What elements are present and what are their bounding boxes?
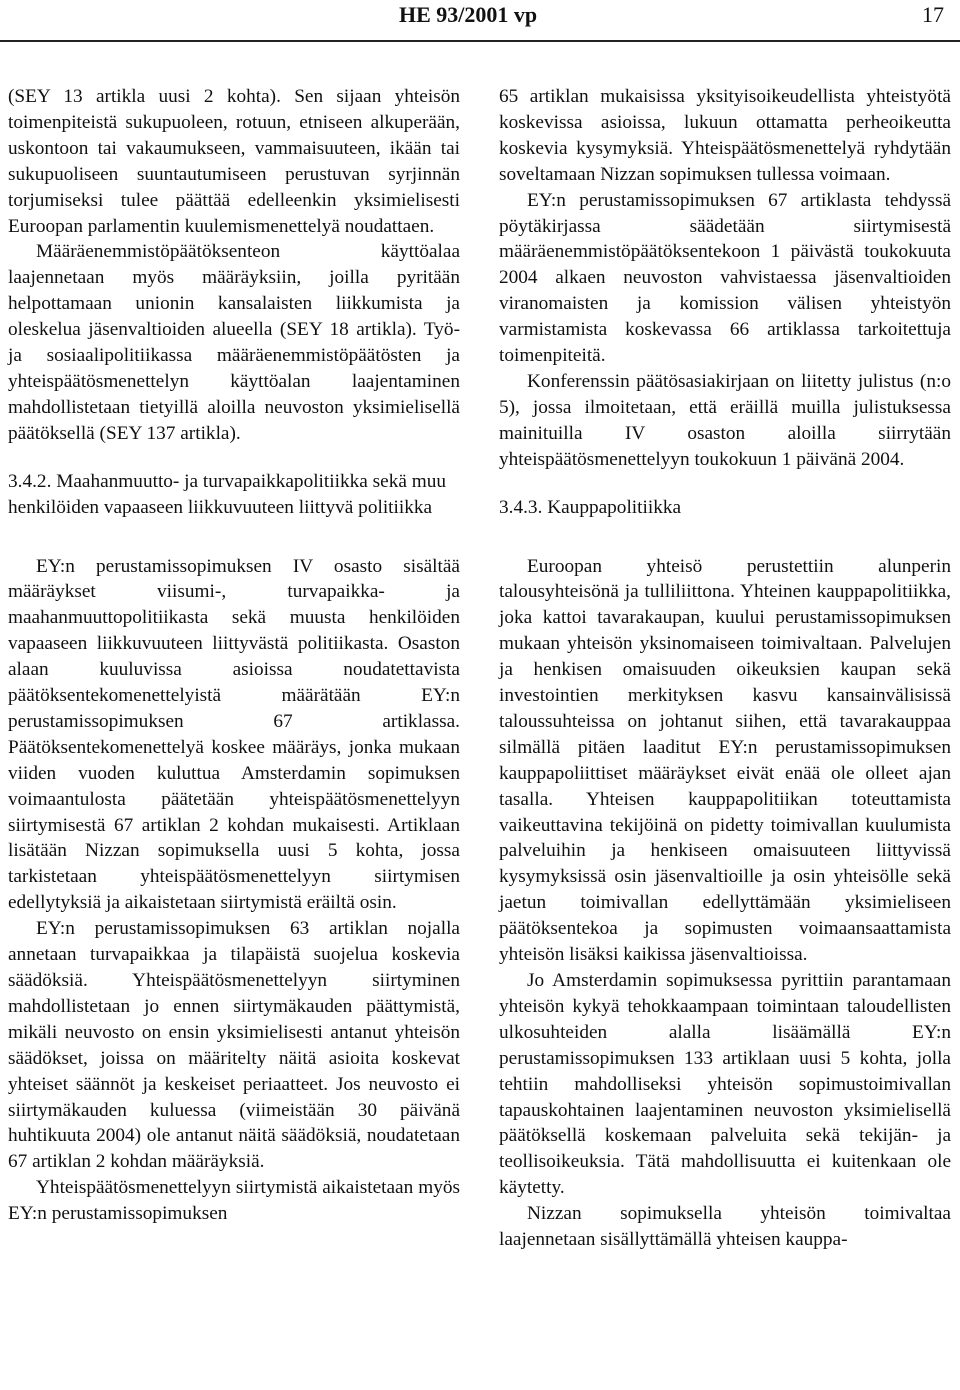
paragraph: Euroopan yhteisö perustettiin alunperin talousyhteisönä ja tulliliittona. Yhteinen kauppapolitiikka, joka kattoi tavarakaupan, kuului perustamissopimuksen mukaan yhteisön yksinomaiseen toimivaltaan. Palvelujen ja henkisen omaisuuden oikeuksien kaupan sekä investointien merkityksen kasvu kansainvälisissä taloussuhteissa on johtanut siihen, että tavarakauppaa silmällä pitäen laaditut EY:n perustamissopimuksen kauppapoliittiset määräykset eivät enää ole olleet ajan tasalla. Yhteisen kauppapolitiikan toteuttamista vaikeuttavina tekijöinä on pidetty toimivallan kuulumista palveluihin ja henkiseen omaisuuteen liittyvissä kysymyksissä osin jäsenvaltioille ja osin yhteisölle sekä jaetun toimivallan edellyttämään yksimieliseen päätöksentekoa ja sopimusten voimaansaattamista yhteisön lisäksi kaikissa jäsenvaltioissa. xyxy=(499,555,951,966)
paragraph: 65 artiklan mukaisissa yksityisoikeudellista yhteistyötä koskevissa asioissa, lukuun ottamatta perheoikeutta koskevia kysymyksiä. Yhteispäätösmenettelyä ryhdytään soveltamaan Nizzan sopimuksen tullessa voimaan. xyxy=(499,86,951,185)
right-column xyxy=(499,84,951,1253)
section-heading: 3.4.3. Kauppapolitiikka xyxy=(499,496,682,518)
paragraph: EY:n perustamissopimuksen 67 artiklasta tehdyssä pöytäkirjassa säädetään siirtymisestä määräenemmistöpäätöksentekoon 1 päivästä toukokuuta 2004 alkaen neuvoston vahvistaessa jäsenvaltioiden viranomaisten ja komission välisen yhteistyön varmistamista koskevassa 66 artiklassa tarkoitettuja toimenpiteitä. xyxy=(499,189,951,367)
paragraph: EY:n perustamissopimuksen IV osasto sisältää määräykset viisumi-, turvapaikka- ja maahanmuuttopolitiikasta sekä muusta henkilöiden vapaaseen liikkuvuuteen liittyvästä politiikasta. Osaston alaan kuuluvissa asioissa noudatettavista päätöksentekomenettelyistä määrätään EY:n perustamissopimuksen 67 artiklassa. Päätöksentekomenettelyä koskee määräys, jonka mukaan viiden vuoden kuluttua Amsterdamin sopimuksen voimaantulosta päätetään yhteispäätösmenettelyyn siirtymisestä 67 artiklan 2 kohdan mukaisesti. Artiklaan lisätään Nizzan sopimuksella uusi 5 kohta, jossa tarkistetaan yhteispäätösmenettelyyn siirtymisen edellytyksiä ja aikaistetaan siirtymistä eräiltä osin. xyxy=(8,555,460,914)
page-number: 17 xyxy=(922,2,944,27)
paragraph: (SEY 13 artikla uusi 2 kohta). Sen sijaan yhteisön toimenpiteistä sukupuoleen, rotuun, etniseen alkuperään, uskontoon tai vakaumukseen, vammaisuuteen, ikään tai sukupuoliseen suuntautumiseen perustuvan syrjinnän torjumiseksi tulee päättää edelleenkin yksimielisesti Euroopan parlamentin kuulemismenettelyä noudattaen. xyxy=(8,86,460,237)
paragraph: Yhteispäätösmenettelyyn siirtymistä aikaistetaan myös EY:n perustamissopimuksen xyxy=(8,1177,460,1225)
paragraph: Konferenssin päätösasiakirjaan on liitetty julistus (n:o 5), jossa ilmoitetaan, että eräillä muilla julistuksessa mainituilla IV osaston aloilla siirrytään yhteispäätösmenettelyyn toukokuun 1 päivänä 2004. xyxy=(499,370,951,470)
paragraph: EY:n perustamissopimuksen 63 artiklan nojalla annetaan turvapaikkaa ja tilapäistä suojelua koskevia säädöksiä. Yhteispäätösmenettelyyn siirtyminen mahdollistetaan jo ennen siirtymäkauden päättymistä, mikäli neuvosto on ensin yksimielisesti antanut yhteisön säädökset, joissa on määritelty näitä asioita koskevat yhteiset säännöt ja keskeiset periaatteet. Jos neuvosto ei siirtymäkauden kuluessa (viimeistään 30 päivänä huhtikuuta 2004) ole antanut näitä säädöksiä, noudatetaan 67 artiklan 2 kohdan määräyksiä. xyxy=(8,918,460,1173)
section-heading: 3.4.2. Maahanmuutto- ja turvapaikkapolitiikka sekä muu henkilöiden vapaaseen liikkuvuuteen liittyvä politiikka xyxy=(8,470,447,518)
page-header xyxy=(0,0,960,42)
document-id: HE 93/2001 vp xyxy=(399,2,538,27)
paragraph: Määräenemmistöpäätöksenteon käyttöalaa laajennetaan myös määräyksiin, joilla pyritään helpottamaan unionin kansalaisten liikkumista ja oleskelua jäsenvaltioiden alueella (SEY 18 artikla). Työ- ja sosiaalipolitiikassa määräenemmistöpäätösten ja yhteispäätösmenettelyn käyttöalan laajentaminen mahdollistetaan tietyillä aloilla neuvoston yksimielisellä päätöksellä (SEY 137 artikla). xyxy=(8,241,460,444)
paragraph: Nizzan sopimuksella yhteisön toimivaltaa laajennetaan sisällyttämällä yhteisen kauppa- xyxy=(499,1203,951,1251)
left-column xyxy=(8,84,460,1227)
paragraph: Jo Amsterdamin sopimuksessa pyrittiin parantamaan yhteisön kykyä tehokkaampaan toimintaan taloudellisten ulkosuhteiden alalla lisäämällä EY:n perustamissopimuksen 133 artiklaan uusi 5 kohta, jolla tehtiin mahdolliseksi yhteisön sopimustoimivallan tapauskohtainen laajentaminen neuvoston yksimielisellä päätöksellä koskemaan palveluita sekä tekijän- ja teollisoikeuksia. Tätä mahdollisuutta ei kuitenkaan ole käytetty. xyxy=(499,970,951,1199)
